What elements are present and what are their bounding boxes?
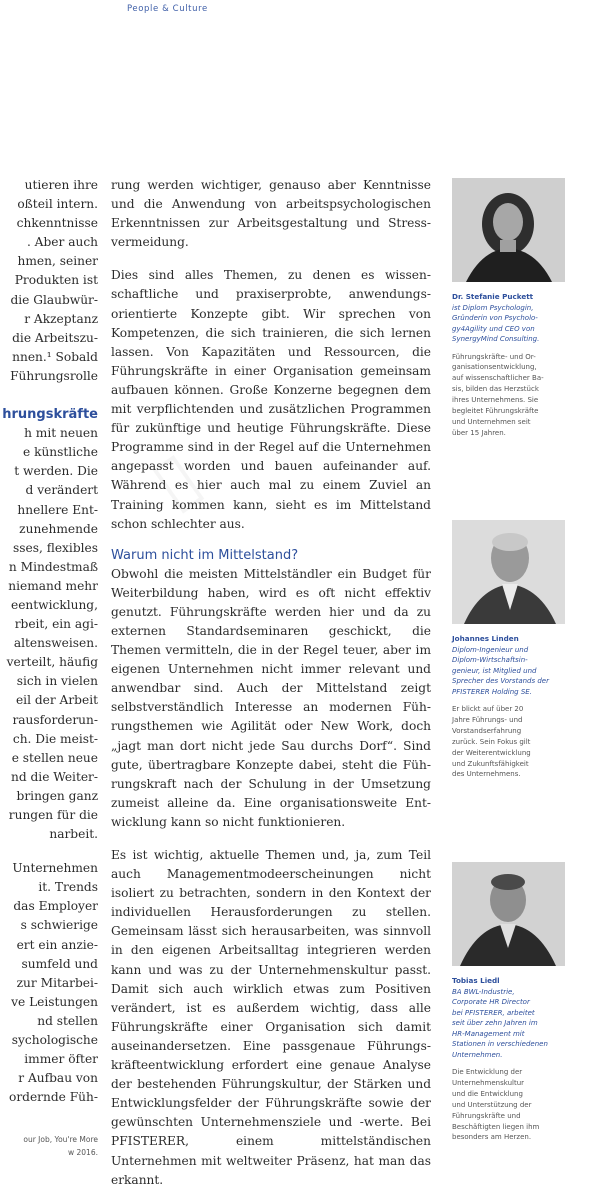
portrait-photo [452, 862, 565, 966]
bio-role: ist Diplom Psychologin, Gründerin von Psycholo- gy4Agility und CEO von SynergyMind Consulting. [452, 303, 540, 343]
left-text-line: nnen.¹ Sobald [12, 349, 98, 364]
left-text-line: utieren ihre [24, 178, 98, 192]
left-text-line: die Arbeitszu- [12, 330, 98, 345]
paragraph-3: Obwohl die meisten Mittelständler ein Budget für Weiterbildung haben, wird es oft nicht effektiv genutzt. Führungskräfte werden hier und da zu externen Standardseminaren geschickt, die Themen vermitteln, die in der Regel teuer, aber im eigenen Unternehmen nicht immer relevant und anwendbar sind. Auch der Mittelstand zeigt selbstverständlich Interesse an modernen Führungsthemen wie Agilität oder New Work, doch „jagt man dort nicht jede Sau durchs Dorf“. Sind gute, übertragbare Konzepte dabei, steht die Führungskraft nach der Schulung in der Umsetzung zumeist alleine da. Eine organisationsweite Entwicklung kann so nicht funktionieren. [111, 566, 431, 829]
left-text-line: zur Mitarbei- [16, 975, 98, 990]
left-text-line: rungen für die [8, 808, 98, 822]
bio-role: Diplom-Ingenieur und Diplom-Wirtschaftsin- genieur, ist Mitglied und Sprecher des Vorstands der PFISTERER Holding SE. [452, 645, 549, 696]
paragraph-2: Dies sind alles Themen, zu denen es wissenschaftliche und praxiserprobte, anwendungsorientierte Konzepte gibt. Wir sprechen von Kompetenzen, die sich trainieren, die sich lernen lassen. Von Kapazitäten und Ressourcen, die Führungskräfte in einer Organisation gemeinsam aufbauen können. Große Konzerne begegnen dem mit verpflichtenden und zusätzlichen Programmen für zukünftige und heutige Führungskräfte. Diese Programme sind in der Regel auf die Unternehmen angepasst worden und bauen aufeinander auf. Während es hier auch mal zu einem Zuviel an Training kommen kann, sieht es im Mittelstand schon schlechter aus. [111, 268, 431, 531]
left-column-text [0, 176, 98, 1159]
left-text-line: r Aufbau von [18, 1071, 98, 1086]
left-text-line: nd die Weiter- [10, 769, 98, 784]
bio-description: Führungskräfte- und Or- ganisationsentwicklung, auf wissenschaftlicher Ba- sis, bilden das Herzstück ihres Unternehmens. Sie begleitet Führungskräfte und Unternehmen seit über 15 Jahren. [452, 352, 544, 437]
left-text-line: sumfeld und [21, 956, 98, 971]
left-text-line: it. Trends [38, 880, 98, 895]
left-section-heading: hrungskräfte [2, 407, 98, 423]
bio-johannes-linden [452, 520, 568, 780]
left-text-line: e stellen neue [11, 750, 98, 765]
left-text-line: chkenntnisse [16, 216, 98, 231]
left-text-line: rbeit, ein agi- [14, 617, 98, 632]
left-text-line: sychologische [11, 1033, 98, 1048]
bio-tobias-liedl [452, 862, 568, 1143]
left-text-line: h mit neuen [24, 426, 98, 441]
left-text-line: verteilt, häufig [6, 655, 98, 670]
paragraph-4: Es ist wichtig, aktuelle Themen und, ja, zum Teil auch Managementmodeerscheinungen nicht isoliert zu betrachten, sondern in den Kontext der individuellen Herausforderungen zu stellen. Gemeinsam lässt sich herausarbeiten, was sinnvoll in den eigenen Arbeitsalltag integrieren werden kann und was zu der Unternehmenskultur passt. Damit sich auch wirklich etwas zum Positiven verändert, ist es außerdem wichtig, dass alle Führungskräfte einer Organisation sich damit auseinandersetzen. Eine passgenaue Führungskräfteentwicklung erfordert eine genaue Analyse der bestehenden Führungskultur, der Stärken und Entwicklungsfelder der Führungskräfte sowie der gewünschten Unternehmensziele und -werte. Bei PFISTERER, einem mittelständischen Unternehmen mit weltweiter Präsenz, hat man das erkannt. [111, 848, 431, 1187]
portrait-photo [452, 178, 565, 282]
left-text-line: . Aber auch [26, 235, 98, 250]
left-text-line: niemand mehr [8, 578, 98, 593]
section-heading: Warum nicht im Mittelstand? [111, 547, 299, 563]
left-text-line: ve Leistungen [11, 994, 98, 1009]
left-text-line: immer öfter [24, 1052, 98, 1067]
left-text-line: ordernde Füh- [8, 1090, 98, 1105]
left-text-line: hmen, seiner [17, 254, 98, 269]
bio-name: Tobias Liedl [452, 976, 500, 985]
left-text-line: altensweisen. [13, 636, 98, 651]
left-text-line: t werden. Die [14, 464, 98, 479]
left-text-line: zunehmende [19, 521, 98, 536]
left-text-line: s schwierige [20, 918, 98, 933]
left-text-line: oßteil intern. [17, 197, 98, 212]
left-text-line: ert ein anzie- [16, 937, 98, 952]
left-text-line: sich in vielen [16, 674, 98, 689]
left-text-line: bringen ganz [16, 788, 98, 803]
left-column-clipped [0, 176, 98, 1200]
left-text-line: rausforderun- [12, 712, 98, 727]
bio-name: Dr. Stefanie Puckett [452, 292, 534, 301]
bio-stefanie-puckett [452, 178, 568, 439]
main-article-column [111, 176, 431, 1190]
paragraph-1: rung werden wichtiger, genauso aber Kenntnisse und die Anwendung von arbeitspsychologischen Erkenntnissen zur Arbeitsgestaltung und Stressvermeidung. [111, 178, 431, 250]
left-text-line: eil der Arbeit [15, 693, 98, 708]
left-text-line: d verändert [25, 483, 98, 498]
bio-role: BA BWL-Industrie, Corporate HR Director bei PFISTERER, arbeitet seit über zehn Jahren im HR-Management mit Stationen in verschiedenen Unternehmen. [452, 987, 548, 1059]
left-text-line: das Employer [13, 899, 98, 914]
left-text-line: sses, flexibles [12, 540, 98, 555]
bio-description: Er blickt auf über 20 Jahre Führungs- und Vorstandserfahrung zurück. Sein Fokus gilt der Weiterentwicklung und Zukunftsfähigkeit des Unternehmens. [452, 705, 531, 779]
left-text-line: Unternehmen [12, 861, 98, 876]
bio-name: Johannes Linden [452, 634, 519, 643]
left-text-line: eentwicklung, [11, 597, 98, 612]
bio-description: Die Entwicklung der Unternehmenskultur und die Entwicklung und Unterstützung der Führungskräfte und Beschäftigten liegen ihm besonders am Herzen. [452, 1068, 540, 1142]
left-text-line: nd stellen [37, 1013, 98, 1028]
portrait-photo [452, 520, 565, 624]
left-text-line: e künstliche [22, 445, 98, 460]
left-text-line: Produkten ist [14, 273, 98, 288]
left-text-line: die Glaubwür- [10, 292, 98, 307]
left-text-line: n Mindestmaß [8, 559, 98, 574]
footnote-line: w 2016. [68, 1148, 98, 1158]
left-text-line: Führungsrolle [10, 368, 98, 383]
left-text-line: narbeit. [49, 827, 98, 842]
left-text-line: hnellere Ent- [17, 502, 98, 517]
footnote-line: our Job, You're More [23, 1135, 98, 1145]
left-text-line: ch. Die meist- [12, 731, 98, 746]
section-label: People & Culture [127, 4, 208, 14]
left-text-line: r Akzeptanz [24, 311, 98, 326]
